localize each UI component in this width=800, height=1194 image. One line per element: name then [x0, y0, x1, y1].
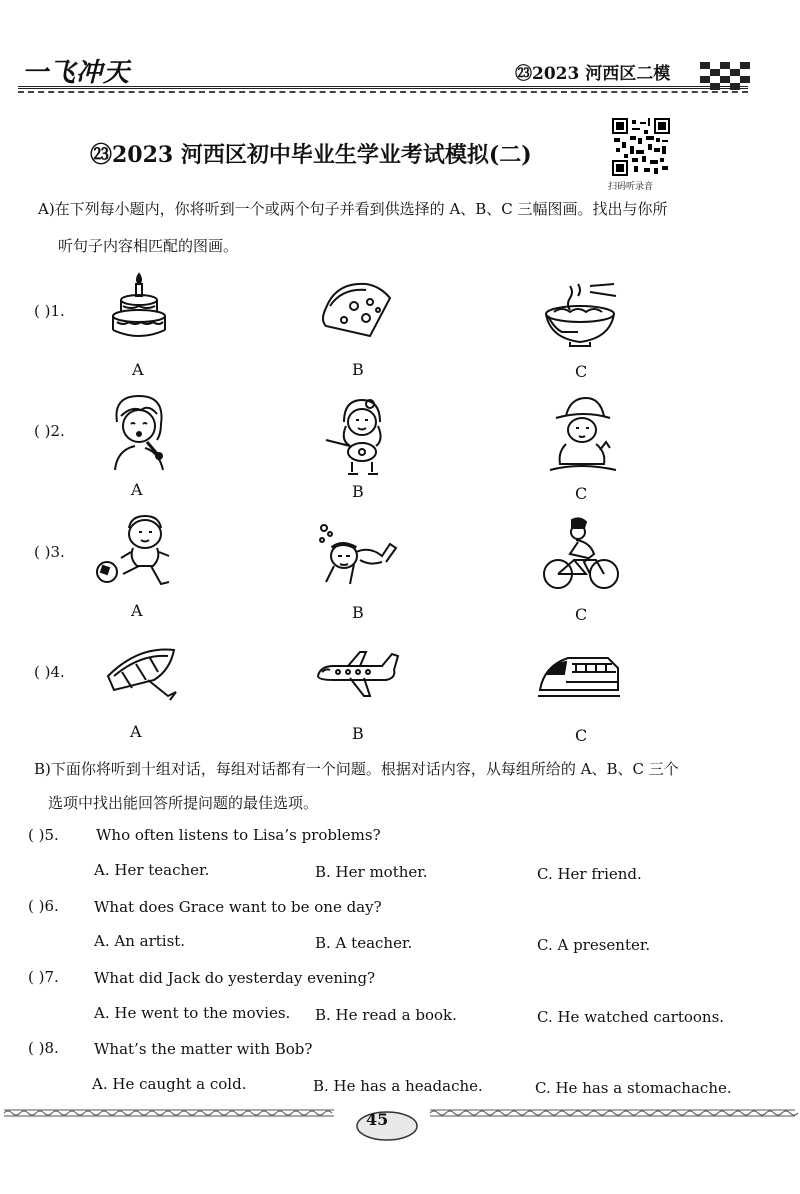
- answer-option[interactable]: A. An artist.: [94, 932, 186, 950]
- answer-option[interactable]: A. Her teacher.: [94, 861, 210, 879]
- option-label: B: [352, 724, 364, 743]
- noodle-bowl-icon[interactable]: [540, 282, 622, 348]
- high-speed-train-icon[interactable]: [536, 650, 622, 702]
- option-label: C: [575, 605, 588, 624]
- swimmer-icon[interactable]: [316, 520, 402, 588]
- question-number[interactable]: ( )3.: [34, 543, 65, 561]
- option-label: A: [131, 480, 143, 499]
- answer-option[interactable]: A. He caught a cold.: [92, 1075, 247, 1093]
- question-number[interactable]: ( )2.: [34, 422, 65, 440]
- question-number[interactable]: ( )4.: [34, 663, 65, 681]
- question-text: Who often listens to Lisa’s problems?: [96, 826, 381, 844]
- answer-option[interactable]: C. He has a stomachache.: [535, 1079, 732, 1097]
- answer-option[interactable]: B. Her mother.: [315, 863, 428, 881]
- brand-logo: 一飞冲天: [22, 58, 131, 88]
- option-label: B: [352, 482, 364, 501]
- rowboat-icon[interactable]: [104, 646, 180, 702]
- header-rule: [18, 86, 748, 89]
- option-label: B: [352, 360, 364, 379]
- option-label: C: [575, 484, 588, 503]
- section-a-instruction: A)在下列每小题内，你将听到一个或两个句子并看到供选择的 A、B、C 三幅图画。找出与你所: [38, 200, 668, 218]
- header-exam-tag: ㉓2023 河西区二模: [515, 64, 671, 84]
- cyclist-icon[interactable]: [542, 516, 620, 592]
- option-label: C: [575, 362, 588, 381]
- page-number: 45: [366, 1110, 389, 1129]
- question-number[interactable]: ( )7.: [28, 968, 59, 986]
- answer-option[interactable]: B. A teacher.: [315, 934, 413, 952]
- answer-option[interactable]: C. He watched cartoons.: [537, 1008, 725, 1026]
- question-number[interactable]: ( )8.: [28, 1039, 59, 1057]
- option-label: A: [132, 360, 144, 379]
- section-a-instruction-cont: 听句子内容相匹配的图画。: [58, 237, 239, 255]
- question-number[interactable]: ( )6.: [28, 897, 59, 915]
- question-text: What does Grace want to be one day?: [94, 898, 382, 916]
- girl-singing-icon[interactable]: [105, 392, 173, 472]
- answer-option[interactable]: A. He went to the movies.: [94, 1004, 291, 1022]
- answer-option[interactable]: B. He read a book.: [315, 1006, 457, 1024]
- girl-guitar-icon[interactable]: [322, 396, 398, 476]
- option-label: B: [352, 603, 364, 622]
- section-b-instruction-cont: 选项中找出能回答所提问题的最佳选项。: [48, 794, 319, 812]
- option-label: C: [575, 726, 588, 745]
- page-title: ㉓2023 河西区初中毕业生学业考试模拟(二): [90, 142, 532, 168]
- boy-soccer-icon[interactable]: [95, 512, 181, 592]
- qr-caption: 扫码听录音: [608, 182, 654, 192]
- girl-hat-icon[interactable]: [546, 394, 620, 474]
- answer-option[interactable]: C. A presenter.: [537, 936, 651, 954]
- question-text: What did Jack do yesterday evening?: [94, 969, 376, 987]
- question-number[interactable]: ( )5.: [28, 826, 59, 844]
- pizza-slice-icon[interactable]: [320, 280, 402, 340]
- airplane-icon[interactable]: [314, 650, 400, 700]
- option-label: A: [130, 722, 142, 741]
- question-number[interactable]: ( )1.: [34, 302, 65, 320]
- header-rule-dashed: [18, 91, 748, 93]
- question-text: What’s the matter with Bob?: [94, 1040, 313, 1058]
- section-b-instruction: B)下面你将听到十组对话，每组对话都有一个问题。根据对话内容，从每组所给的 A、B、C 三个: [34, 760, 679, 778]
- birthday-cake-icon[interactable]: [103, 270, 175, 348]
- answer-option[interactable]: B. He has a headache.: [313, 1077, 483, 1095]
- answer-option[interactable]: C. Her friend.: [537, 865, 642, 883]
- option-label: A: [131, 601, 143, 620]
- qr-code-icon[interactable]: [612, 118, 670, 176]
